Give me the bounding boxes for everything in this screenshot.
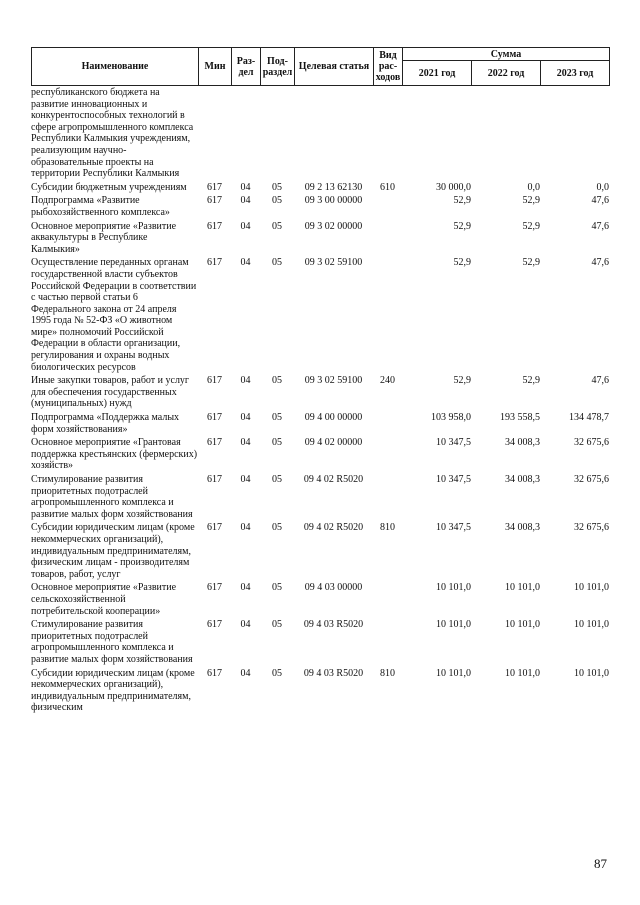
- cell-target: 09 4 02 R5020: [303, 474, 364, 485]
- cell-2021: 10 101,0: [436, 667, 471, 679]
- cell-target: 09 3 02 59100: [304, 375, 363, 387]
- header-name: Наименование: [32, 48, 199, 86]
- cell-2023: [540, 86, 609, 181]
- cell-podrazdel: 05: [272, 375, 282, 387]
- cell-min: 617: [207, 582, 222, 594]
- header-2023: 2023 год: [541, 61, 610, 86]
- cell-podrazdel: 05: [272, 195, 282, 207]
- cell-podrazdel: 05: [272, 474, 282, 485]
- cell-vid: [373, 618, 402, 666]
- cell-podrazdel: 05: [272, 257, 282, 269]
- cell-vid: 810: [380, 667, 395, 679]
- cell-razdel: 04: [240, 220, 251, 232]
- cell-2023: 32 675,6: [574, 474, 609, 485]
- cell-2021: 52,9: [453, 257, 471, 269]
- cell-2021: 52,9: [453, 375, 471, 387]
- cell-2022: 10 101,0: [505, 619, 540, 631]
- cell-name: Субсидии юридическим лицам (кроме некоммерческих организаций), индивидуальным предпринимателям, физическим лицам - производителям товаров, работ, услуг: [31, 522, 195, 580]
- cell-min: 617: [207, 220, 222, 232]
- cell-razdel: 04: [240, 582, 251, 594]
- header-sum: Сумма: [403, 48, 610, 61]
- cell-name: Стимулирование развития приоритетных подотраслей агропромышленного комплекса и развитие малых форм хозяйствования: [31, 619, 193, 665]
- table-row: [31, 181, 609, 195]
- cell-vid: [373, 256, 402, 374]
- table-row: [31, 374, 609, 411]
- cell-min: [198, 86, 231, 181]
- cell-razdel: [231, 86, 260, 181]
- cell-vid: [373, 436, 402, 473]
- cell-2023: 10 101,0: [574, 667, 609, 679]
- cell-min: 617: [207, 195, 222, 207]
- table-row: [31, 86, 609, 181]
- header-min: Мин: [199, 48, 232, 86]
- cell-2021: 103 958,0: [431, 412, 471, 424]
- cell-2022: [471, 86, 540, 181]
- table-header: [31, 47, 610, 86]
- table-row: [31, 581, 609, 618]
- table-row: [31, 436, 609, 473]
- cell-name: Осуществление переданных органам государственной власти субъектов Российской Федерации в соответствии с частью первой статьи 6 Федерального закона от 24 апреля 1995 года № 52-ФЗ «О животном мире» полномочий Российской Федерации в области организации, регулирования и охраны водных биологических ресурсов: [31, 257, 197, 373]
- cell-razdel: 04: [240, 474, 251, 485]
- cell-podrazdel: 05: [272, 667, 282, 679]
- cell-min: 617: [207, 181, 222, 193]
- cell-2023: 47,6: [591, 257, 609, 269]
- cell-2021: 30 000,0: [436, 181, 471, 193]
- cell-vid: 810: [380, 522, 395, 534]
- cell-2023: 47,6: [591, 195, 609, 207]
- cell-razdel: 04: [240, 522, 251, 534]
- cell-target: 09 4 03 R5020: [303, 619, 364, 631]
- cell-podrazdel: 05: [272, 619, 282, 631]
- cell-podrazdel: 05: [272, 437, 282, 449]
- cell-name: Субсидии юридическим лицам (кроме некоммерческих организаций), индивидуальным предпринимателям, физическим: [31, 667, 195, 714]
- cell-vid: [373, 581, 402, 618]
- cell-2023: 32 675,6: [574, 437, 609, 449]
- cell-2022: 34 008,3: [505, 474, 540, 485]
- cell-podrazdel: 05: [272, 181, 282, 193]
- cell-podrazdel: [260, 86, 294, 181]
- cell-2022: 52,9: [522, 257, 540, 269]
- table-row: [31, 473, 609, 521]
- cell-min: 617: [207, 667, 222, 679]
- cell-razdel: 04: [240, 181, 251, 193]
- cell-target: 09 4 03 R5020: [303, 667, 364, 679]
- cell-2023: 32 675,6: [574, 522, 609, 534]
- table-row: [31, 220, 609, 257]
- cell-min: 617: [207, 437, 222, 449]
- header-vid: Вид рас-ходов: [374, 48, 403, 86]
- cell-min: 617: [207, 619, 222, 631]
- cell-2022: 52,9: [522, 195, 540, 207]
- cell-2021: 10 347,5: [436, 474, 471, 485]
- cell-target: 09 4 03 00000: [304, 582, 363, 594]
- cell-2022: 52,9: [522, 220, 540, 232]
- table-row: [31, 411, 609, 436]
- header-target: Целевая статья: [295, 48, 374, 86]
- table-row: [31, 667, 609, 715]
- cell-2022: 10 101,0: [505, 582, 540, 594]
- cell-min: 617: [207, 257, 222, 269]
- table-body: [31, 86, 609, 715]
- cell-2022: 10 101,0: [505, 667, 540, 679]
- cell-min: 617: [207, 522, 222, 534]
- cell-podrazdel: 05: [272, 522, 282, 534]
- cell-target: [294, 86, 373, 181]
- cell-name: Иные закупки товаров, работ и услуг для обеспечения государственных (муниципальных) нужд: [31, 375, 190, 410]
- cell-name: Основное мероприятие «Развитие сельскохозяйственной потребительской кооперации»: [31, 582, 177, 617]
- cell-name: Субсидии бюджетным учреждениям: [31, 181, 187, 193]
- cell-min: 617: [207, 375, 222, 387]
- cell-2021: 10 101,0: [436, 619, 471, 631]
- cell-name: Основное мероприятие «Развитие аквакультуры в Республике Калмыкия»: [31, 220, 177, 255]
- cell-2021: 10 347,5: [436, 522, 471, 534]
- cell-name: Основное мероприятие «Грантовая поддержка крестьянских (фермерских) хозяйств»: [31, 437, 198, 472]
- cell-name: Стимулирование развития приоритетных подотраслей агропромышленного комплекса и развитие малых форм хозяйствования: [31, 474, 193, 520]
- cell-razdel: 04: [240, 257, 251, 269]
- header-2022: 2022 год: [472, 61, 541, 86]
- cell-min: 617: [207, 474, 222, 485]
- page-number: 87: [594, 856, 607, 871]
- cell-2023: 134 478,7: [569, 412, 609, 424]
- table-row: [31, 194, 609, 219]
- cell-vid: [373, 411, 402, 436]
- cell-2023: 47,6: [591, 375, 609, 387]
- cell-podrazdel: 05: [272, 412, 282, 424]
- cell-min: 617: [207, 412, 222, 424]
- cell-2023: 10 101,0: [574, 582, 609, 594]
- header-podrazdel: Под-раздел: [261, 48, 295, 86]
- table-row: [31, 521, 609, 581]
- cell-razdel: 04: [240, 437, 251, 449]
- cell-target: 09 3 02 00000: [304, 220, 363, 232]
- cell-target: 09 4 02 R5020: [303, 522, 364, 534]
- cell-name: республиканского бюджета на развитие инновационных и конкурентоспособных технологий в сфере агропромышленного комплекса Республики Калмыкия учреждениям, реализующим научно-образовательные проекты на территории Республики Калмыкия: [31, 87, 194, 180]
- header-razdel: Раз-дел: [232, 48, 261, 86]
- cell-2023: 10 101,0: [574, 619, 609, 631]
- cell-vid: [373, 86, 402, 181]
- cell-vid: 240: [380, 375, 395, 387]
- cell-vid: [373, 473, 402, 521]
- cell-name: Подпрограмма «Развитие рыбохозяйственного комплекса»: [31, 195, 170, 218]
- cell-vid: [373, 194, 402, 219]
- table-row: [31, 256, 609, 374]
- cell-name: Подпрограмма «Поддержка малых форм хозяйствования»: [31, 412, 180, 435]
- cell-podrazdel: 05: [272, 582, 282, 594]
- cell-target: 09 2 13 62130: [304, 181, 363, 193]
- cell-target: 09 4 00 00000: [304, 412, 363, 424]
- cell-target: 09 3 00 00000: [304, 195, 363, 207]
- cell-razdel: 04: [240, 412, 251, 424]
- cell-2021: 52,9: [453, 195, 471, 207]
- cell-razdel: 04: [240, 667, 251, 679]
- cell-razdel: 04: [240, 375, 251, 387]
- cell-vid: 610: [380, 181, 395, 193]
- cell-razdel: 04: [240, 195, 251, 207]
- cell-target: 09 4 02 00000: [304, 437, 363, 449]
- header-2021: 2021 год: [403, 61, 472, 86]
- cell-2023: 47,6: [591, 220, 609, 232]
- cell-2022: 193 558,5: [500, 412, 540, 424]
- cell-2021: 52,9: [453, 220, 471, 232]
- cell-2021: [402, 86, 471, 181]
- cell-razdel: 04: [240, 619, 251, 631]
- cell-target: 09 3 02 59100: [304, 257, 363, 269]
- cell-2022: 52,9: [522, 375, 540, 387]
- document-page: [31, 47, 609, 715]
- cell-vid: [373, 220, 402, 257]
- cell-2021: 10 347,5: [436, 437, 471, 449]
- cell-2022: 34 008,3: [505, 437, 540, 449]
- cell-2022: 0,0: [527, 181, 540, 193]
- table-row: [31, 618, 609, 666]
- cell-2023: 0,0: [596, 181, 609, 193]
- cell-podrazdel: 05: [272, 220, 282, 232]
- cell-2022: 34 008,3: [505, 522, 540, 534]
- cell-2021: 10 101,0: [436, 582, 471, 594]
